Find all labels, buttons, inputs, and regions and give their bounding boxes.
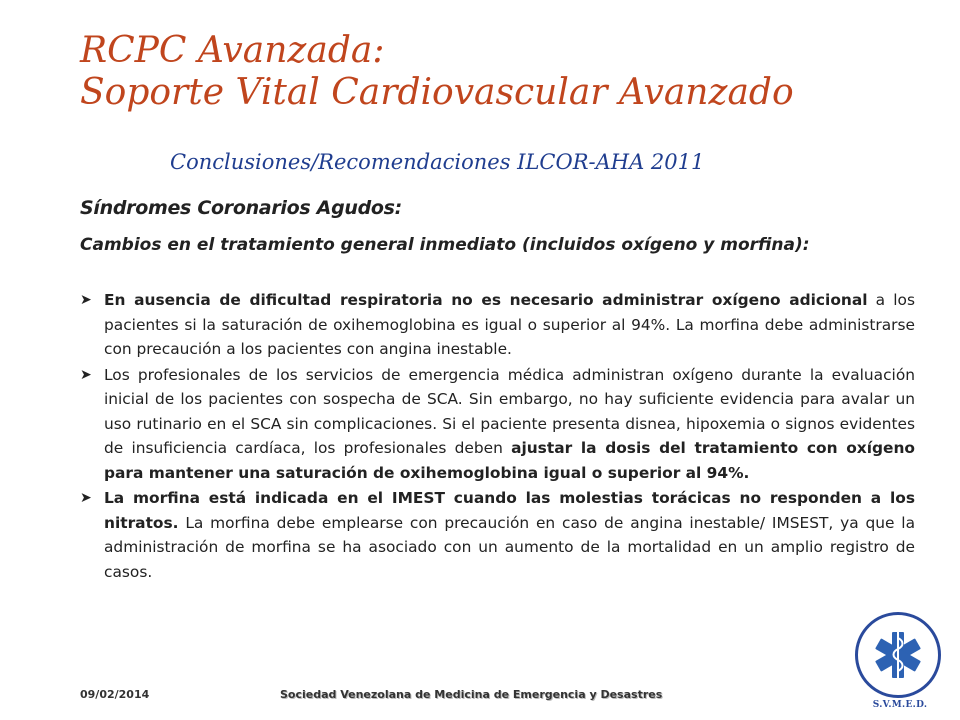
bullet-item [80,363,915,486]
slide-title-line-2: Soporte Vital Cardiovascular Avanzado [80,72,794,113]
slide-title [80,30,794,114]
footer-society-name: Sociedad Venezolana de Medicina de Emergencia y Desastres [280,688,663,701]
svmed-logo [855,612,949,714]
bullet-text: a los pacientes si la saturación de oxihemoglobina es igual o superior al 94%. La morfina debe administrarse con precaución a los pacientes con angina inestable. [104,291,915,358]
bullet-bold-text: En ausencia de dificultad respiratoria no es necesario administrar oxígeno adicional [104,291,868,309]
bullet-item [80,288,915,362]
footer-date: 09/02/2014 [80,688,150,701]
section-heading: Síndromes Coronarios Agudos: [80,197,402,219]
intro-text: Cambios en el tratamiento general inmediato (incluidos oxígeno y morfina): [80,235,810,255]
bullet-text: La morfina debe emplearse con precaución en caso de angina inestable/ IMSEST, ya que la administración de morfina se ha asociado con un aumento de la mortalidad en un amplio registro de casos. [104,513,915,581]
arrow-bullet-icon: ➤ [80,292,92,308]
bullet-bold-text: ajustar la dosis del tratamiento con oxígeno para mantener una saturación de oxihemoglobina igual o superior al 94%. [104,439,915,482]
rod-of-asclepius-icon [891,630,905,680]
slide-subtitle: Conclusiones/Recomendaciones ILCOR-AHA 2011 [170,150,705,174]
bullet-text: Los profesionales de los servicios de emergencia médica administran oxígeno durante la evaluación inicial de los pacientes con sospecha de SCA. Sin embargo, no hay suficiente evidencia para avalar un uso rutinario en el SCA sin complicaciones. Si el paciente presenta disnea, hipoxemia o signos evidentes de insuficiencia cardíaca, los profesionales deben [104,365,915,457]
bullet-bold-text: La morfina está indicada en el IMEST cuando las molestias torácicas no responden a los nitratos. [104,489,915,532]
bullet-item [80,486,915,584]
arrow-bullet-icon: ➤ [80,490,92,506]
bullet-list [80,288,915,585]
slide-title-line-1: RCPC Avanzada: [80,30,385,71]
arrow-bullet-icon: ➤ [80,366,92,383]
logo-label: S.V.M.E.D. [872,700,928,710]
